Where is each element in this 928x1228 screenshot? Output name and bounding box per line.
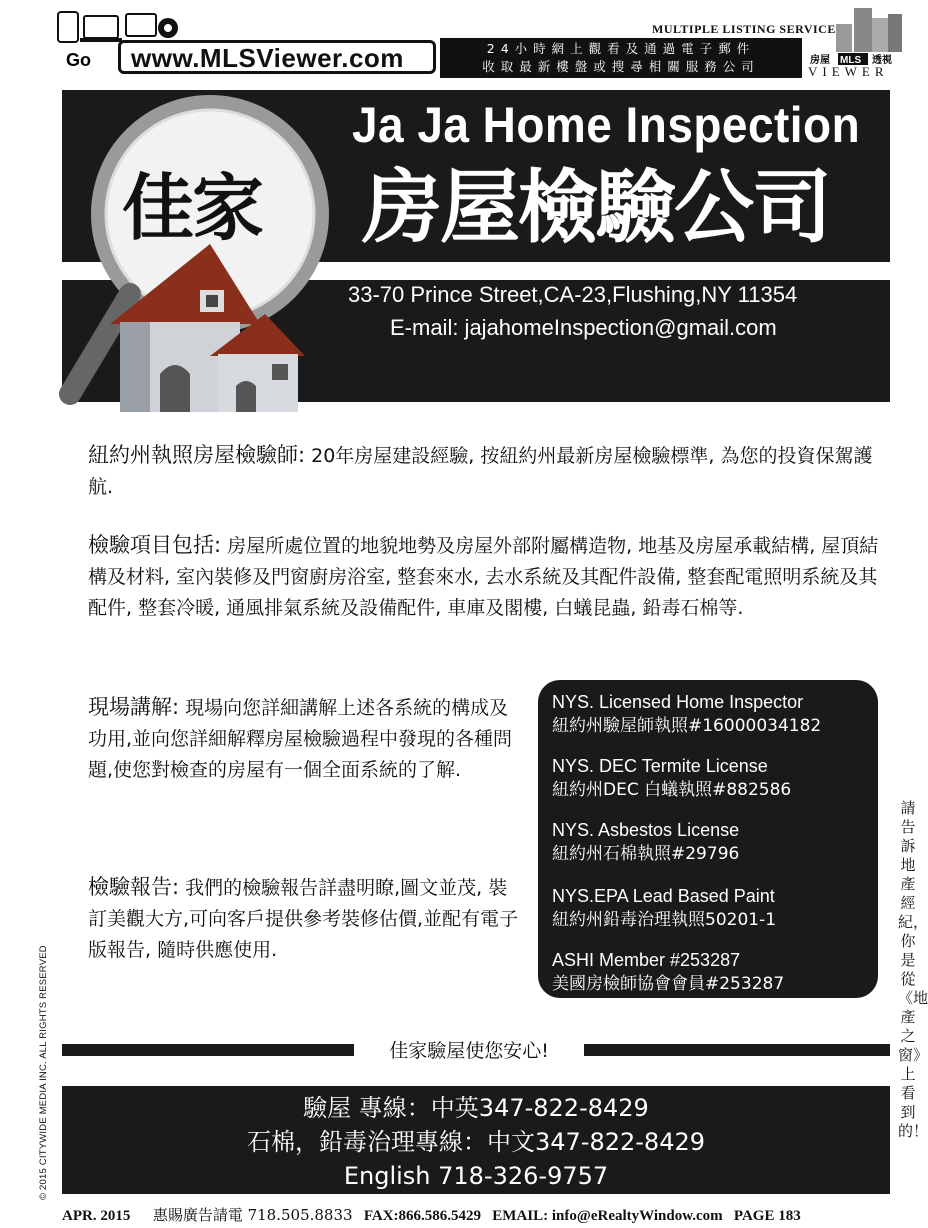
license-en: NYS.EPA Lead Based Paint (552, 886, 775, 906)
info-line-2: 收取最新樓盤或搜尋相關服務公司 (482, 59, 760, 74)
brand-name: 佳家 (122, 166, 263, 250)
license-box (538, 680, 878, 998)
items-paragraph (88, 530, 880, 624)
chinese-title: 房屋檢驗公司 (362, 161, 830, 254)
go-label: Go (66, 50, 91, 70)
license-zh: 紐約州驗屋師執照#16000034182 (552, 716, 822, 736)
footer-email[interactable]: EMAIL: info@eRealtyWindow.com (492, 1208, 723, 1224)
page-footer (62, 1204, 892, 1225)
license-item (552, 754, 791, 802)
slogan: 佳家驗屋使您安心! (389, 1040, 549, 1062)
license-zh: 美國房檢師協會會員#253287 (552, 974, 785, 994)
logo-zh: 房屋 (810, 55, 830, 66)
top-banner (0, 0, 923, 82)
phone-line-english[interactable]: English 718-326-9757 (343, 1162, 609, 1190)
logo-viewer-text: VIEWER (808, 64, 889, 79)
report-label: 檢驗報告: (88, 875, 180, 899)
footer-fax: FAX:866.586.5429 (363, 1208, 482, 1224)
license-item (552, 948, 784, 996)
logo-zh2: 透視 (872, 55, 892, 66)
report-paragraph (88, 872, 520, 966)
license-zh: 紐約州DEC 白蟻執照#882586 (552, 780, 792, 800)
inspector-text: 20年房屋建設經驗, 按紐約州最新房屋檢驗標準, 為您的投資保駕護航. (88, 445, 873, 498)
items-text: 房屋所處位置的地貌地勢及房屋外部附屬構造物, 地基及房屋承載結構, 屋頂結構及材料, 室內裝修及門窗廚房浴室, 整套來水, 去水系統及其配件設備, 整套配電照明系統及其配件, 整套冷暖, 通風排氣系統及設備配件, 車庫及閣樓, 白蟻昆蟲, 鉛毒石棉等. (88, 535, 879, 619)
report-text: 我們的檢驗報告詳盡明瞭,圖文並茂, 裝訂美觀大方,可向客戶提供參考裝修估價,並配有電子版報告, 隨時供應使用. (88, 877, 519, 961)
license-item (552, 818, 739, 866)
items-label: 檢驗項目包括: (88, 533, 222, 557)
license-en: NYS. DEC Termite License (552, 756, 768, 776)
slogan-rule-left (62, 1044, 354, 1056)
phone-line-inspection[interactable]: 驗屋 專線：中英347-822-8429 (303, 1094, 649, 1122)
footer-ad-phone: 惠賜廣告請電 718.505.8833 (152, 1206, 353, 1224)
phone-band (62, 1086, 890, 1194)
address: 33-70 Prince Street,CA-23,Flushing,NY 11354 (348, 282, 798, 307)
devices-icon (56, 10, 186, 44)
license-zh: 紐約州石棉執照#29796 (552, 844, 740, 864)
license-en: NYS. Licensed Home Inspector (552, 692, 804, 712)
logo-mls: MLS (840, 55, 862, 66)
vertical-notice: 請告訴地產經紀，你是從《地產之窗》上看到的！ (898, 801, 928, 1140)
footer-page: PAGE 183 (733, 1208, 801, 1224)
phone-line-asbestos[interactable]: 石棉，鉛毒治理專線：中文347-822-8429 (246, 1128, 705, 1156)
license-item (552, 884, 776, 932)
copyright-notice: © 2015 CITYWIDE MEDIA INC. ALL RIGHTS RESERVED (38, 945, 49, 1200)
slogan-rule-right (584, 1044, 890, 1056)
english-title: Ja Ja Home Inspection (352, 97, 861, 153)
inspector-label: 紐約州執照房屋檢驗師: (88, 443, 306, 467)
license-zh: 紐約州鉛毒治理執照50201-1 (552, 910, 777, 930)
footer-date: APR. 2015 (62, 1208, 131, 1224)
license-en: ASHI Member #253287 (552, 950, 741, 970)
inspector-paragraph (88, 440, 880, 503)
magnifier-house-icon (60, 94, 380, 414)
mls-service-label: MULTIPLE LISTING SERVICE (652, 22, 836, 36)
onsite-label: 現場講解: (88, 695, 180, 719)
onsite-text: 現場向您詳細講解上述各系統的構成及功用,並向您詳細解釋房屋檢驗過程中發現的各種問題,使您對檢查的房屋有一個全面系統的了解. (88, 697, 513, 781)
license-en: NYS. Asbestos License (552, 820, 740, 840)
license-item (552, 690, 821, 738)
online-service-info (440, 38, 802, 78)
email: E-mail: jajahomeInspection@gmail.com (390, 315, 777, 340)
website-link[interactable]: www.MLSViewer.com (118, 40, 436, 74)
info-line-1: 24小時網上觀看及通過電子郵件 (486, 41, 756, 56)
onsite-paragraph (88, 692, 520, 786)
